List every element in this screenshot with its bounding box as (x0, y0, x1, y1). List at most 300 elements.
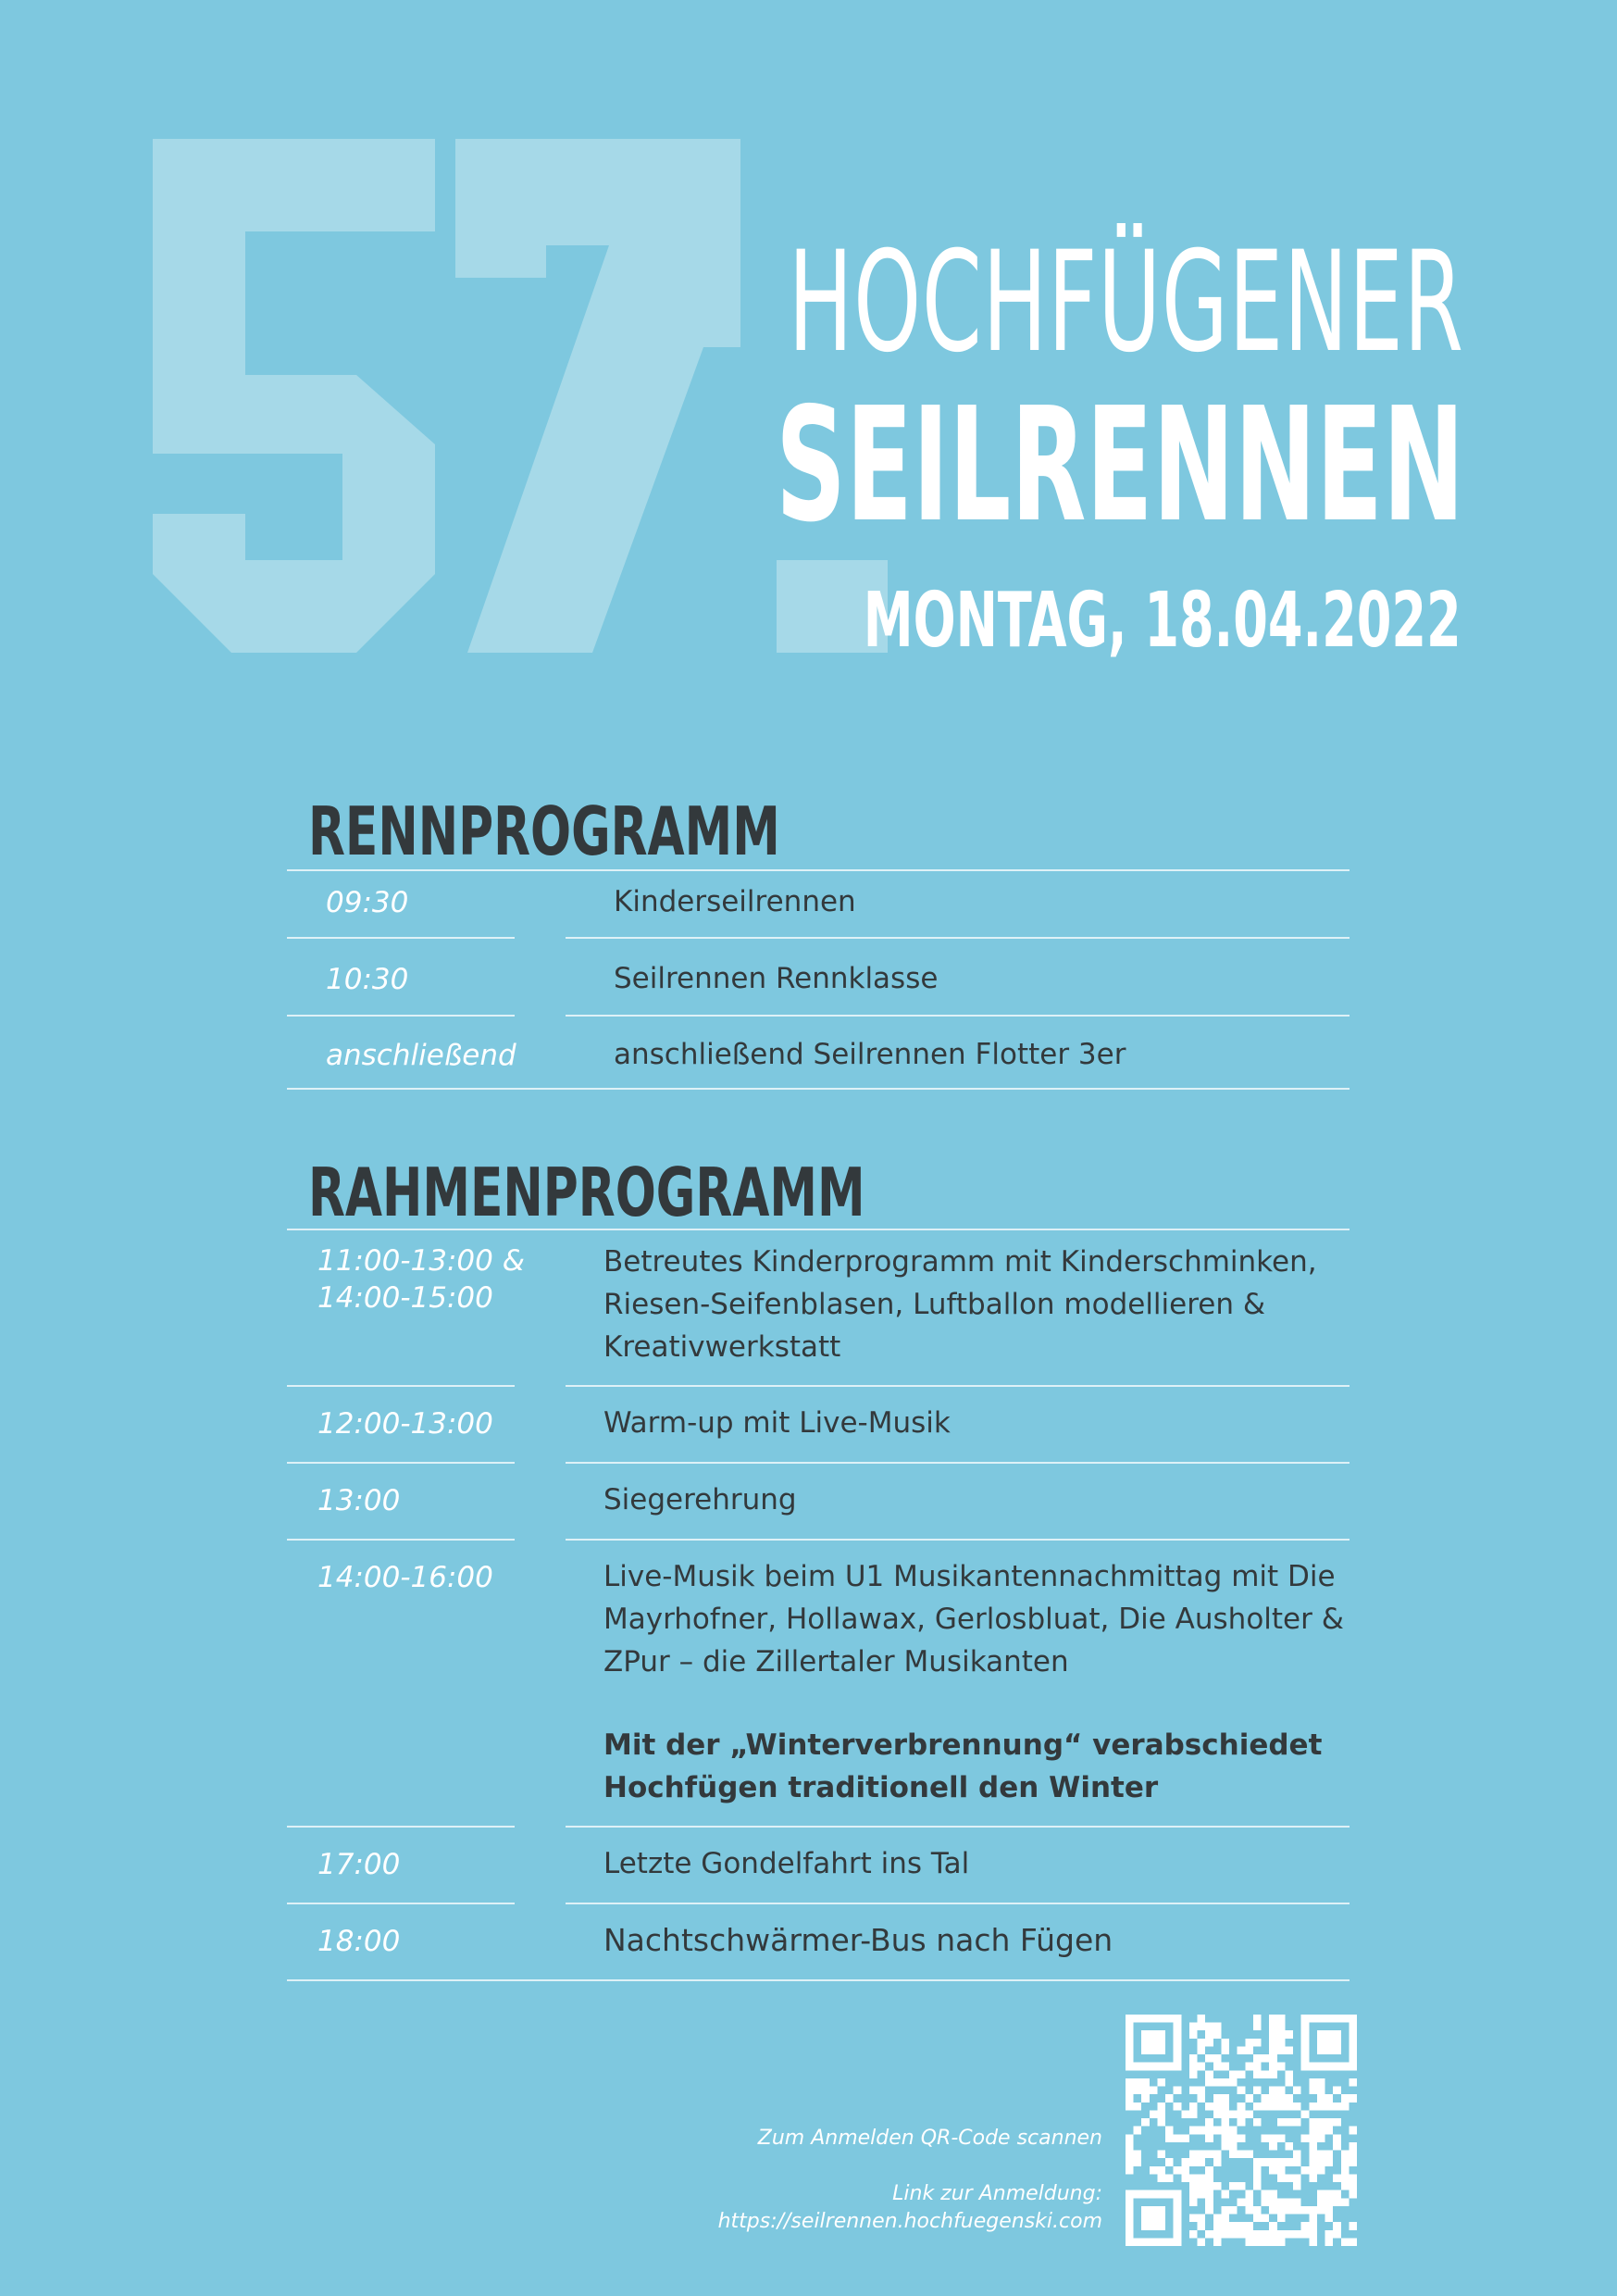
qr-module (1317, 2103, 1325, 2111)
qr-module (1349, 2222, 1357, 2230)
qr-module (1213, 2054, 1222, 2063)
section-title-rahmenprogramm: RAHMENPROGRAMM (308, 1154, 865, 1231)
qr-module (1269, 2087, 1277, 2095)
qr-module (1309, 2166, 1317, 2175)
qr-module (1245, 2230, 1253, 2239)
qr-module (1205, 2174, 1213, 2182)
qr-module (1229, 2151, 1238, 2159)
qr-module (1269, 2094, 1277, 2103)
qr-module (1205, 2103, 1213, 2111)
qr-module (1269, 2030, 1277, 2039)
qr-module (1189, 2198, 1198, 2206)
divider (287, 1539, 515, 1541)
qr-module (1325, 2215, 1334, 2223)
qr-module (1277, 2039, 1286, 2047)
qr-module (1309, 2158, 1317, 2166)
qr-module (1285, 2118, 1293, 2127)
qr-module (1277, 2158, 1286, 2166)
qr-module (1325, 2230, 1334, 2239)
qr-module (1349, 2158, 1357, 2166)
qr-module (1229, 2142, 1238, 2151)
qr-module (1269, 2142, 1277, 2151)
rahmenprogramm-text-2: Warm-up mit Live-Musik (603, 1406, 951, 1440)
qr-module (1262, 2054, 1270, 2063)
qr-module (1126, 2158, 1134, 2166)
divider (287, 1826, 515, 1828)
qr-module (1245, 2222, 1253, 2230)
qr-module (1333, 2190, 1341, 2199)
qr-module (1349, 2094, 1357, 2103)
qr-module (1277, 2030, 1286, 2039)
qr-module (1293, 2198, 1301, 2206)
qr-module (1349, 2151, 1357, 2159)
rennprogramm-time-1: 09:30 (326, 886, 409, 919)
qr-module (1245, 2198, 1253, 2206)
qr-module (1198, 2127, 1206, 2135)
qr-module (1277, 2087, 1286, 2095)
qr-module (1205, 2190, 1213, 2199)
qr-finder (1141, 2030, 1165, 2054)
divider (566, 1462, 1350, 1464)
qr-module (1221, 2142, 1229, 2151)
rahmenprogramm-time-6: 18:00 (317, 1925, 401, 1958)
qr-module (1253, 2103, 1262, 2111)
qr-module (1262, 2158, 1270, 2166)
qr-module (1277, 2094, 1286, 2103)
qr-module (1269, 2070, 1277, 2078)
rahmenprogramm-time-4: 14:00-16:00 (317, 1561, 493, 1594)
qr-module (1221, 2110, 1229, 2118)
qr-module (1301, 2206, 1310, 2215)
qr-module (1341, 2174, 1350, 2182)
qr-module (1277, 2015, 1286, 2023)
qr-module (1262, 2230, 1270, 2239)
qr-module (1229, 2206, 1238, 2215)
qr-module (1221, 2190, 1229, 2199)
qr-module (1245, 2046, 1253, 2054)
qr-module (1205, 2118, 1213, 2127)
qr-module (1262, 2103, 1270, 2111)
qr-module (1198, 2087, 1206, 2095)
qr-module (1205, 2230, 1213, 2239)
qr-module (1198, 2215, 1206, 2223)
qr-module (1317, 2158, 1325, 2166)
qr-module (1238, 2046, 1246, 2054)
qr-module (1229, 2134, 1238, 2142)
qr-module (1277, 2023, 1286, 2031)
qr-module (1325, 2151, 1334, 2159)
qr-module (1198, 2222, 1206, 2230)
qr-module (1269, 2039, 1277, 2047)
qr-module (1134, 2127, 1142, 2135)
qr-module (1285, 2230, 1293, 2239)
qr-module (1253, 2015, 1262, 2023)
qr-module (1317, 2118, 1325, 2127)
qr-module (1301, 2166, 1310, 2175)
qr-module (1126, 2134, 1134, 2142)
qr-module (1262, 2190, 1270, 2199)
qr-module (1285, 2078, 1293, 2087)
qr-module (1198, 2023, 1206, 2031)
qr-module (1213, 2023, 1222, 2031)
qr-module (1189, 2230, 1198, 2239)
title-seilrennen: SEILRENNEN (775, 374, 1464, 557)
rahmenprogramm-text-3: Siegerehrung (603, 1483, 797, 1516)
qr-module (1205, 2198, 1213, 2206)
qr-module (1126, 2087, 1134, 2095)
event-date: MONTAG, 18.04.2022 (864, 577, 1462, 665)
qr-module (1221, 2063, 1229, 2071)
qr-module (1165, 2094, 1174, 2103)
qr-module (1238, 2118, 1246, 2127)
qr-module (1253, 2039, 1262, 2047)
qr-module (1341, 2198, 1350, 2206)
qr-module (1189, 2070, 1198, 2078)
qr-module (1245, 2063, 1253, 2071)
qr-module (1229, 2070, 1238, 2078)
rennprogramm-time-3: anschließend (326, 1039, 516, 1072)
rahmenprogramm-time-5: 17:00 (317, 1848, 401, 1881)
qr-module (1157, 2151, 1165, 2159)
qr-module (1213, 2230, 1222, 2239)
qr-module (1189, 2174, 1198, 2182)
qr-module (1238, 2230, 1246, 2239)
qr-module (1269, 2054, 1277, 2063)
qr-module (1213, 2063, 1222, 2071)
qr-module (1262, 2238, 1270, 2246)
qr-module (1269, 2222, 1277, 2230)
qr-module (1325, 2103, 1334, 2111)
qr-module (1213, 2238, 1222, 2246)
qr-module (1238, 2070, 1246, 2078)
qr-module (1333, 2118, 1341, 2127)
qr-module (1174, 2103, 1182, 2111)
divider (566, 1826, 1350, 1828)
qr-module (1205, 2070, 1213, 2078)
qr-module (1189, 2023, 1198, 2031)
qr-module (1181, 2110, 1189, 2118)
qr-module (1269, 2015, 1277, 2023)
qr-module (1341, 2182, 1350, 2190)
qr-module (1317, 2094, 1325, 2103)
qr-module (1126, 2142, 1134, 2151)
qr-module (1333, 2222, 1341, 2230)
rennprogramm-text-3: anschließend Seilrennen Flotter 3er (614, 1038, 1126, 1071)
qr-module (1221, 2222, 1229, 2230)
qr-module (1205, 2206, 1213, 2215)
qr-module (1317, 2206, 1325, 2215)
qr-module (1174, 2087, 1182, 2095)
qr-module (1205, 2134, 1213, 2142)
qr-module (1349, 2238, 1357, 2246)
qr-module (1293, 2087, 1301, 2095)
qr-module (1341, 2166, 1350, 2175)
qr-module (1262, 2215, 1270, 2223)
qr-module (1198, 2238, 1206, 2246)
divider (287, 1903, 515, 1904)
qr-module (1349, 2127, 1357, 2135)
qr-module (1165, 2158, 1174, 2166)
qr-module (1189, 2158, 1198, 2166)
qr-module (1349, 2078, 1357, 2087)
qr-module (1141, 2087, 1150, 2095)
qr-module (1238, 2151, 1246, 2159)
qr-module (1134, 2078, 1142, 2087)
qr-module (1349, 2182, 1357, 2190)
qr-module (1213, 2215, 1222, 2223)
qr-module (1269, 2063, 1277, 2071)
qr-module (1213, 2151, 1222, 2159)
qr-code-icon[interactable] (1126, 2015, 1357, 2246)
qr-module (1317, 2151, 1325, 2159)
rennprogramm-time-2: 10:30 (326, 963, 409, 996)
qr-module (1269, 2190, 1277, 2199)
qr-module (1229, 2127, 1238, 2135)
qr-module (1141, 2118, 1150, 2127)
qr-module (1333, 2174, 1341, 2182)
qr-module (1221, 2206, 1229, 2215)
qr-module (1269, 2166, 1277, 2175)
qr-module (1238, 2103, 1246, 2111)
qr-module (1181, 2166, 1189, 2175)
qr-module (1325, 2158, 1334, 2166)
qr-module (1221, 2118, 1229, 2127)
qr-module (1238, 2134, 1246, 2142)
qr-module (1238, 2222, 1246, 2230)
qr-module (1126, 2166, 1134, 2175)
qr-module (1189, 2127, 1198, 2135)
qr-module (1189, 2182, 1198, 2190)
qr-module (1269, 2206, 1277, 2215)
title-hochfuegener: HOCHFÜGENER (788, 222, 1464, 383)
rennprogramm-text-2: Seilrennen Rennklasse (614, 962, 939, 995)
qr-module (1189, 2190, 1198, 2199)
qr-module (1285, 2046, 1293, 2054)
qr-module (1309, 2174, 1317, 2182)
qr-module (1262, 2198, 1270, 2206)
rahmenprogramm-time-1: 11:00-13:00 & 14:00-15:00 (317, 1244, 525, 1315)
qr-module (1349, 2190, 1357, 2199)
qr-module (1333, 2103, 1341, 2111)
qr-module (1198, 2182, 1206, 2190)
qr-module (1198, 2094, 1206, 2103)
qr-module (1245, 2039, 1253, 2047)
qr-module (1245, 2151, 1253, 2159)
qr-module (1341, 2238, 1350, 2246)
qr-module (1309, 2215, 1317, 2223)
qr-module (1229, 2110, 1238, 2118)
qr-module (1181, 2134, 1189, 2142)
qr-module (1221, 2039, 1229, 2047)
qr-module (1245, 2238, 1253, 2246)
qr-module (1262, 2134, 1270, 2142)
qr-module (1134, 2151, 1142, 2159)
qr-module (1341, 2103, 1350, 2111)
qr-module (1309, 2151, 1317, 2159)
qr-module (1309, 2238, 1317, 2246)
qr-module (1157, 2118, 1165, 2127)
qr-module (1213, 2127, 1222, 2135)
qr-module (1165, 2134, 1174, 2142)
qr-module (1309, 2206, 1317, 2215)
qr-module (1333, 2087, 1341, 2095)
qr-module (1309, 2127, 1317, 2135)
qr-module (1293, 2103, 1301, 2111)
qr-module (1317, 2087, 1325, 2095)
qr-module (1325, 2094, 1334, 2103)
qr-module (1309, 2103, 1317, 2111)
qr-module (1333, 2142, 1341, 2151)
qr-module (1165, 2174, 1174, 2182)
qr-module (1253, 2230, 1262, 2239)
divider (566, 1539, 1350, 1541)
divider (566, 1385, 1350, 1387)
rennprogramm-text-1: Kinderseilrennen (614, 885, 856, 918)
qr-module (1198, 2015, 1206, 2023)
qr-module (1198, 2151, 1206, 2159)
qr-module (1205, 2078, 1213, 2087)
qr-module (1198, 2190, 1206, 2199)
qr-module (1141, 2094, 1150, 2103)
qr-module (1205, 2054, 1213, 2063)
qr-module (1221, 2078, 1229, 2087)
divider (287, 937, 515, 939)
qr-module (1253, 2166, 1262, 2175)
qr-module (1309, 2222, 1317, 2230)
qr-module (1293, 2151, 1301, 2159)
qr-module (1189, 2063, 1198, 2071)
qr-module (1277, 2046, 1286, 2054)
qr-module (1150, 2110, 1158, 2118)
numeral-five (153, 139, 435, 653)
qr-module (1293, 2206, 1301, 2215)
qr-module (1317, 2166, 1325, 2175)
qr-module (1134, 2087, 1142, 2095)
qr-module (1189, 2054, 1198, 2063)
qr-module (1245, 2110, 1253, 2118)
qr-module (1189, 2030, 1198, 2039)
qr-module (1213, 2078, 1222, 2087)
qr-module (1189, 2087, 1198, 2095)
rahmenprogramm-text-5: Letzte Gondelfahrt ins Tal (603, 1847, 970, 1880)
rahmenprogramm-text-6: Nachtschwärmer-Bus nach Fügen (603, 1922, 1113, 1958)
divider (287, 1385, 515, 1387)
qr-module (1285, 2094, 1293, 2103)
qr-module (1285, 2070, 1293, 2078)
qr-module (1126, 2078, 1134, 2087)
qr-module (1253, 2174, 1262, 2182)
qr-module (1229, 2230, 1238, 2239)
qr-module (1221, 2094, 1229, 2103)
qr-module (1269, 2046, 1277, 2054)
qr-module (1198, 2039, 1206, 2047)
qr-module (1317, 2198, 1325, 2206)
qr-module (1277, 2134, 1286, 2142)
qr-module (1309, 2118, 1317, 2127)
qr-module (1245, 2094, 1253, 2103)
qr-module (1333, 2198, 1341, 2206)
qr-module (1157, 2166, 1165, 2175)
divider (287, 869, 1350, 871)
qr-module (1126, 2103, 1134, 2111)
link-url[interactable]: https://seilrennen.hochfuegenski.com (717, 2210, 1102, 2233)
qr-module (1269, 2103, 1277, 2111)
qr-module (1181, 2174, 1189, 2182)
qr-module (1277, 2166, 1286, 2175)
qr-module (1333, 2230, 1341, 2239)
qr-module (1189, 2110, 1198, 2118)
qr-module (1269, 2158, 1277, 2166)
qr-module (1262, 2070, 1270, 2078)
qr-module (1253, 2238, 1262, 2246)
qr-module (1221, 2103, 1229, 2111)
qr-module (1150, 2087, 1158, 2095)
qr-module (1285, 2198, 1293, 2206)
rahmenprogramm-text-4-main: Live-Musik beim U1 Musikantennachmittag mit Die Mayrhofner, Hollawax, Gerlosbluat, Die Ausholter & ZPur – die Zillertaler Musikanten (603, 1560, 1344, 1678)
qr-module (1269, 2023, 1277, 2031)
qr-module (1205, 2030, 1213, 2039)
qr-module (1134, 2103, 1142, 2111)
qr-module (1229, 2182, 1238, 2190)
qr-module (1238, 2182, 1246, 2190)
qr-module (1221, 2134, 1229, 2142)
qr-module (1165, 2127, 1174, 2135)
qr-module (1285, 2158, 1293, 2166)
qr-module (1174, 2134, 1182, 2142)
qr-module (1309, 2134, 1317, 2142)
qr-module (1253, 2023, 1262, 2031)
qr-module (1285, 2206, 1293, 2215)
qr-module (1150, 2166, 1158, 2175)
qr-module (1253, 2063, 1262, 2071)
qr-module (1277, 2215, 1286, 2223)
qr-module (1341, 2151, 1350, 2159)
qr-module (1157, 2174, 1165, 2182)
qr-module (1174, 2166, 1182, 2175)
qr-module (1229, 2222, 1238, 2230)
qr-module (1325, 2190, 1334, 2199)
link-label: Link zur Anmeldung: (892, 2182, 1102, 2205)
qr-module (1309, 2142, 1317, 2151)
qr-module (1221, 2215, 1229, 2223)
qr-hint: Zum Anmelden QR-Code scannen (757, 2127, 1102, 2150)
divider (566, 1903, 1350, 1904)
qr-module (1277, 2118, 1286, 2127)
qr-module (1269, 2134, 1277, 2142)
qr-module (1285, 2174, 1293, 2182)
qr-module (1198, 2174, 1206, 2182)
qr-module (1221, 2230, 1229, 2239)
qr-module (1157, 2078, 1165, 2087)
section-title-rennprogramm: RENNPROGRAMM (308, 792, 780, 870)
qr-module (1269, 2238, 1277, 2246)
qr-module (1238, 2087, 1246, 2095)
qr-module (1221, 2046, 1229, 2054)
qr-module (1205, 2039, 1213, 2047)
qr-module (1157, 2103, 1165, 2111)
divider (287, 1088, 1350, 1090)
divider (566, 937, 1350, 939)
qr-module (1277, 2198, 1286, 2206)
qr-module (1317, 2078, 1325, 2087)
divider (287, 1229, 1350, 1230)
qr-module (1205, 2151, 1213, 2159)
qr-module (1333, 2134, 1341, 2142)
qr-module (1301, 2230, 1310, 2239)
qr-module (1245, 2190, 1253, 2199)
qr-module (1213, 2182, 1222, 2190)
qr-module (1213, 2222, 1222, 2230)
